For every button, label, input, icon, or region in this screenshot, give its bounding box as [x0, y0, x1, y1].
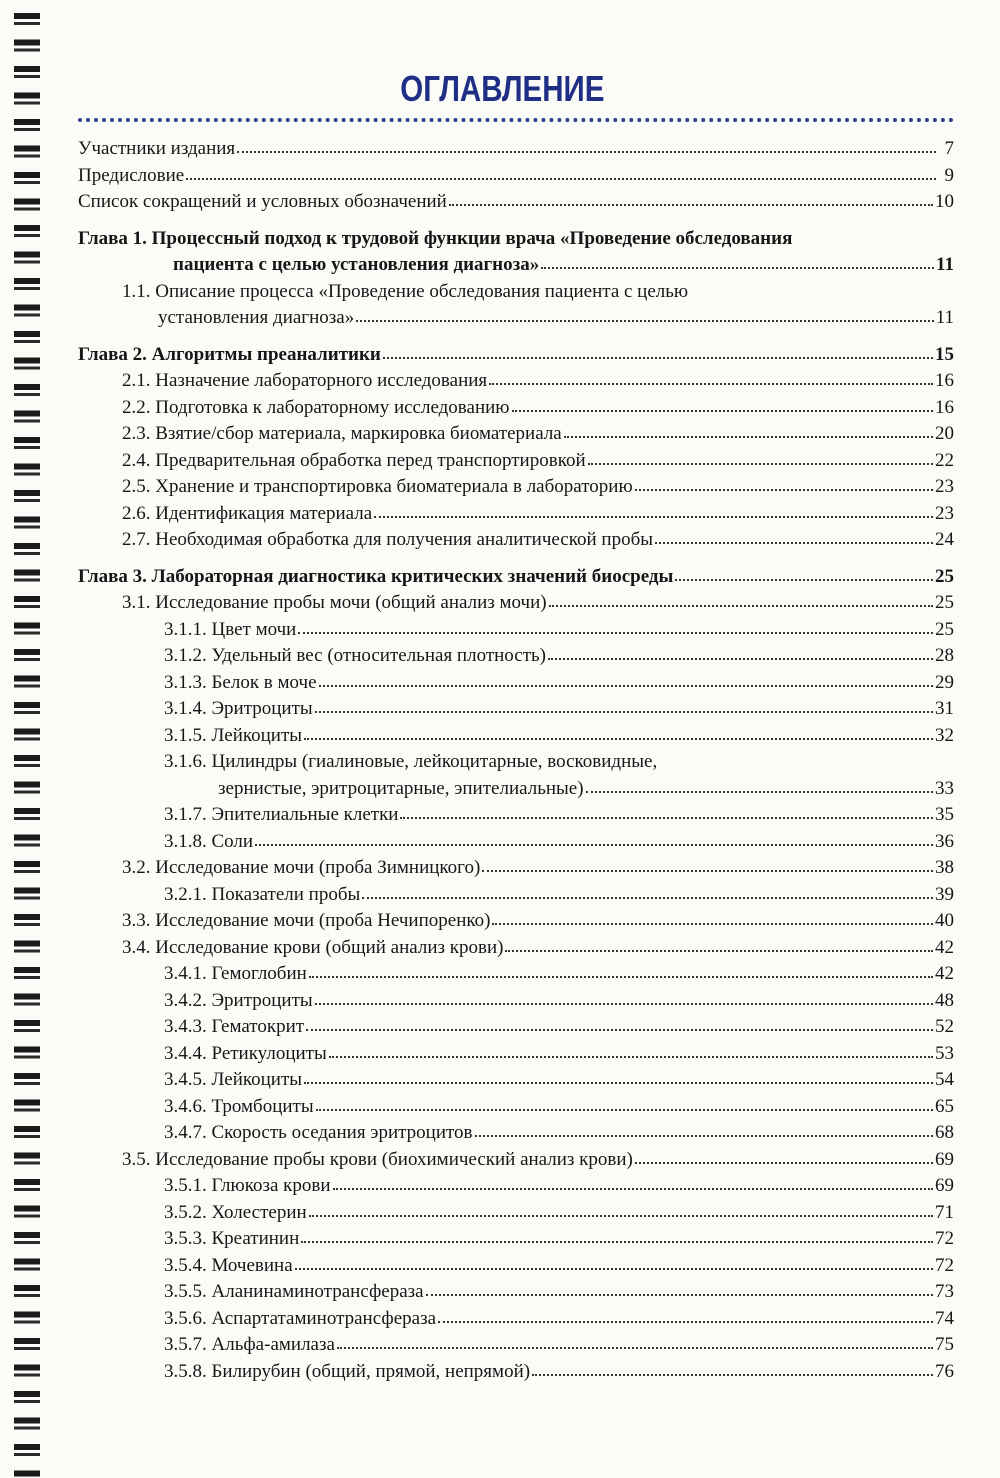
- toc-entry[interactable]: 3.1. Исследование пробы мочи (общий анализ мочи) 25: [122, 592, 954, 613]
- toc-entry[interactable]: 3.4.1. Гемоглобин 42: [164, 963, 954, 984]
- toc-entry[interactable]: 2.2. Подготовка к лабораторному исследованию 16: [122, 396, 954, 418]
- toc-entry-abbreviations[interactable]: Список сокращений и условных обозначений 10: [78, 191, 954, 212]
- table-of-contents: [78, 138, 954, 1387]
- toc-entry-contributors[interactable]: Участники издания 7: [78, 138, 954, 159]
- page-title: ОГЛАВЛЕНИЕ: [400, 68, 605, 109]
- toc-entry[interactable]: 3.5.6. Аспартатаминотрансфераза 74: [164, 1307, 954, 1329]
- toc-entry[interactable]: 3.4.3. Гематокрит 52: [164, 1016, 954, 1037]
- toc-entry[interactable]: 3.5.3. Креатинин 72: [164, 1228, 954, 1249]
- toc-entry[interactable]: 3.2. Исследование мочи (проба Зимницкого) 38: [122, 857, 954, 878]
- toc-entry[interactable]: 3.2.1. Показатели пробы 39: [164, 883, 954, 905]
- toc-entry[interactable]: 3.1.8. Соли 36: [164, 830, 954, 852]
- toc-section-1-1[interactable]: 1.1. Описание процесса «Проведение обследования пациента с целью установления диагноза» 11: [122, 280, 954, 328]
- toc-entry[interactable]: 2.6. Идентификация материала 23: [122, 502, 954, 524]
- toc-chapter-2[interactable]: Глава 2. Алгоритмы преаналитики 15: [78, 343, 954, 365]
- toc-entry[interactable]: 3.5.7. Альфа-амилаза 75: [164, 1334, 954, 1355]
- toc-entry[interactable]: 3.1.7. Эпителиальные клетки 35: [164, 804, 954, 825]
- toc-entry[interactable]: 3.5.2. Холестерин 71: [164, 1201, 954, 1223]
- toc-entry[interactable]: 3.5.8. Билирубин (общий, прямой, непрямой) 76: [164, 1360, 954, 1382]
- toc-entry[interactable]: 3.5. Исследование пробы крови (биохимический анализ крови) 69: [122, 1148, 954, 1170]
- chapter-2-sections: [78, 370, 954, 556]
- toc-entry[interactable]: 2.1. Назначение лабораторного исследования 16: [122, 370, 954, 391]
- toc-entry[interactable]: 3.4.7. Скорость оседания эритроцитов 68: [164, 1122, 954, 1143]
- toc-entry[interactable]: 2.7. Необходимая обработка для получения аналитической пробы 24: [122, 529, 954, 550]
- chapter-3-sections: [78, 592, 954, 1387]
- toc-chapter-3[interactable]: Глава 3. Лабораторная диагностика критических значений биосреды 25: [78, 565, 954, 587]
- toc-entry[interactable]: 3.1.2. Удельный вес (относительная плотность) 28: [164, 645, 954, 666]
- toc-entry[interactable]: 3.1.5. Лейкоциты 32: [164, 724, 954, 746]
- toc-entry[interactable]: 3.5.1. Глюкоза крови 69: [164, 1175, 954, 1196]
- toc-entry[interactable]: 3.5.4. Мочевина 72: [164, 1254, 954, 1276]
- toc-entry[interactable]: 3.4.2. Эритроциты 48: [164, 989, 954, 1011]
- spiral-binding: [0, 0, 40, 1478]
- toc-entry[interactable]: 3.4.5. Лейкоциты 54: [164, 1069, 954, 1090]
- toc-entry[interactable]: 3.5.5. Аланинаминотрансфераза 73: [164, 1281, 954, 1302]
- toc-entry[interactable]: 3.4.6. Тромбоциты 65: [164, 1095, 954, 1117]
- toc-entry[interactable]: 2.3. Взятие/сбор материала, маркировка биоматериала 20: [122, 423, 954, 444]
- toc-entry[interactable]: 3.1.3. Белок в моче 29: [164, 671, 954, 693]
- toc-entry[interactable]: 3.1.1. Цвет мочи 25: [164, 618, 954, 640]
- toc-entry[interactable]: 3.1.4. Эритроциты 31: [164, 698, 954, 719]
- toc-entry[interactable]: 3.4. Исследование крови (общий анализ крови) 42: [122, 936, 954, 958]
- toc-entry[interactable]: 2.5. Хранение и транспортировка биоматериала в лабораторию 23: [122, 476, 954, 497]
- toc-chapter-1[interactable]: Глава 1. Процессный подход к трудовой функции врача «Проведение обследования пациента с целью установления диагноза» 11: [78, 227, 954, 275]
- title-dotted-rule: [78, 118, 954, 122]
- toc-entry[interactable]: 3.1.6. Цилиндры (гиалиновые, лейкоцитарные, восковидные, зернистые, эритроцитарные, эпителиальные) 33: [164, 751, 954, 799]
- toc-entry[interactable]: 3.4.4. Ретикулоциты 53: [164, 1042, 954, 1064]
- toc-entry[interactable]: 3.3. Исследование мочи (проба Нечипоренко) 40: [122, 910, 954, 931]
- toc-entry-preface[interactable]: Предисловие 9: [78, 164, 954, 186]
- toc-entry[interactable]: 2.4. Предварительная обработка перед транспортировкой 22: [122, 449, 954, 471]
